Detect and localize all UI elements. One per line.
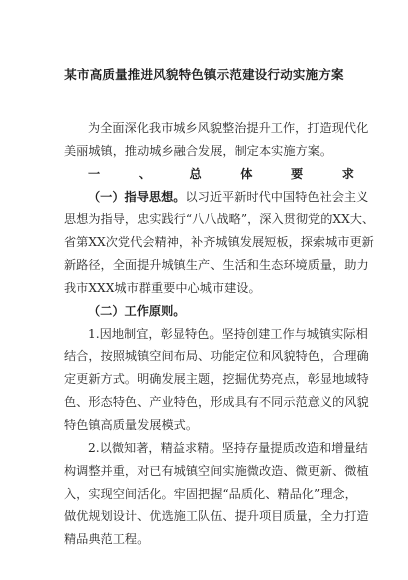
subsection-heading: （一）指导思想。 [88, 189, 186, 204]
document-body [64, 117, 375, 551]
paragraph-text: 以习近平新时代中国特色社会主义 [185, 189, 369, 204]
paragraph-line: 做优规划设计、优选施工队伍、提升项目质量，全力打造 [64, 509, 369, 524]
paragraph-line: 特色镇高质量发展模式。 [64, 417, 199, 432]
paragraph-line: 色、形态特色、产业特色，形成具有不同示范意义的风貌 [64, 395, 369, 410]
paragraph-line: 为全面深化我市城乡风貌整治提升工作，打造现代化 [88, 121, 369, 135]
paragraph-line: 省第XX次党代会精神，补齐城镇发展短板，探索城市更新 [64, 235, 374, 250]
paragraph-line: 新路径，全面提升城镇生产、生活和生态环境质量，助力 [64, 258, 369, 273]
paragraph-line: 1.因地制宜，彰显特色。坚持创建工作与城镇实际相 [88, 326, 368, 341]
paragraph-line: 美丽城镇，推动城乡融合发展，制定本实施方案。 [64, 143, 333, 158]
paragraph-line: 2.以微知著，精益求精。坚持存量提质改造和增量结 [88, 440, 368, 455]
paragraph-line [64, 186, 369, 209]
paragraph-line: 精品典范工程。 [64, 532, 150, 547]
paragraph-line: 我市XXX城市群重要中心城市建设。 [64, 280, 261, 295]
paragraph-line: 定更新方式。明确发展主题，挖掘优势亮点，彰显地域特 [64, 372, 369, 387]
paragraph-line: 入，实现空间活化。牢固把握“品质化、精品化”理念， [64, 486, 357, 501]
subsection-heading: （二）工作原则。 [88, 303, 186, 318]
paragraph-line: 结合，按照城镇空间布局、功能定位和风貌特色，合理确 [64, 349, 369, 364]
document-title: 某市高质量推进风貌特色镇示范建设行动实施方案 [64, 67, 344, 82]
paragraph-line: 构调整并重，对已有城镇空间实施微改造、微更新、微植 [64, 463, 369, 478]
paragraph-line: 思想为指导，忠实践行“八八战略”，深入贯彻党的XX大、 [64, 212, 375, 227]
section-heading: 一、总体要求 [88, 166, 354, 181]
